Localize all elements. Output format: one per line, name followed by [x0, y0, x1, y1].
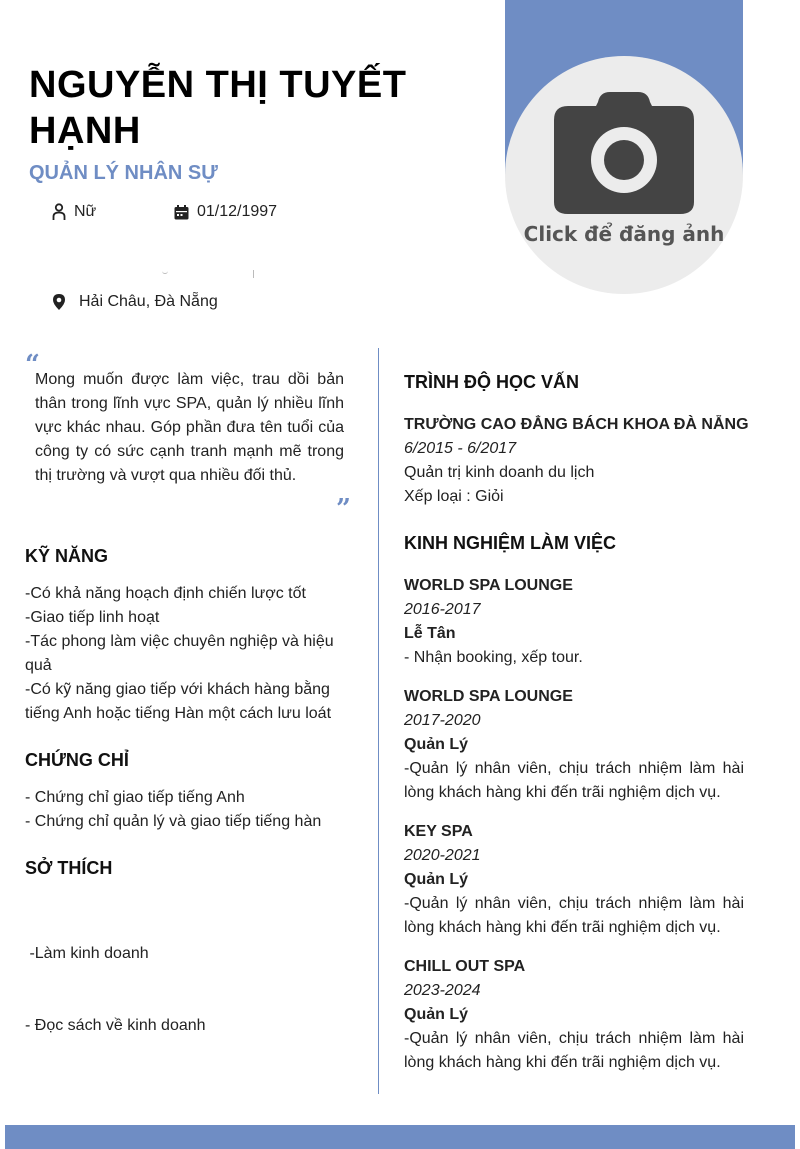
- skill-item: -Tác phong làm việc chuyên nghiệp và hiệu quả: [25, 633, 334, 674]
- company-name: WORLD SPA LOUNGE: [404, 688, 573, 705]
- certificate-item: - Chứng chỉ quản lý và giao tiếp tiếng hàn: [25, 813, 322, 830]
- education-title: TRÌNH ĐỘ HỌC VẤN: [404, 372, 579, 392]
- company-name: WORLD SPA LOUNGE: [404, 577, 573, 594]
- column-divider: [378, 348, 379, 1094]
- education-major: Quản trị kinh doanh du lịch: [404, 464, 595, 481]
- experience-entry: [404, 685, 744, 805]
- photo-upload-label: Click để đăng ảnh: [523, 222, 725, 246]
- job-role: Quản Lý: [404, 871, 469, 888]
- hobbies-title: SỞ THÍCH: [25, 858, 113, 878]
- skills-title: KỸ NĂNG: [25, 546, 109, 566]
- education-grade: Xếp loại : Giỏi: [404, 488, 504, 505]
- company-name: KEY SPA: [404, 823, 473, 840]
- job-role: Quản Lý: [404, 1006, 469, 1023]
- address-row: [52, 293, 218, 311]
- skills-list: [25, 582, 355, 726]
- skill-item: -Có kỹ năng giao tiếp với khách hàng bằng tiếng Anh hoặc tiếng Hàn một cách lưu loát: [25, 681, 332, 722]
- certificate-item: - Chứng chỉ giao tiếp tiếng Anh: [25, 789, 245, 806]
- hobby-item: -Làm kinh doanh: [25, 945, 149, 962]
- work-period: 2023-2024: [404, 982, 481, 999]
- job-description: - Nhận booking, xếp tour.: [404, 649, 583, 666]
- certificates-title: CHỨNG CHỈ: [25, 750, 129, 770]
- footer-accent-bar: [5, 1125, 795, 1149]
- company-name: CHILL OUT SPA: [404, 958, 526, 975]
- job-description: -Quản lý nhân viên, chịu trách nhiệm làm hài lòng khách hàng khi đến trãi nghiệm dịch vụ.: [404, 1030, 744, 1071]
- skill-item: -Có khả năng hoạch định chiến lược tốt: [25, 585, 306, 602]
- work-period: 2016-2017: [404, 601, 481, 618]
- location-pin-icon: [52, 293, 66, 311]
- dob-row: [174, 203, 277, 221]
- dob-value: 01/12/1997: [197, 203, 278, 220]
- experience-title: KINH NGHIỆM LÀM VIỆC: [404, 533, 617, 553]
- education-period: 6/2015 - 6/2017: [404, 440, 517, 457]
- gender-row: [52, 203, 96, 221]
- certificates-list: [25, 786, 355, 834]
- job-description: -Quản lý nhân viên, chịu trách nhiệm làm hài lòng khách hàng khi đến trãi nghiệm dịch vụ.: [404, 895, 744, 936]
- calendar-icon: [174, 205, 189, 220]
- address-value: Hải Châu, Đà Nẵng: [79, 293, 218, 310]
- photo-upload[interactable]: [505, 56, 743, 294]
- hobby-item: - Đọc sách về kinh doanh: [25, 1017, 206, 1034]
- person-icon: [52, 203, 66, 221]
- experience-entry: [404, 574, 744, 670]
- job-description: -Quản lý nhân viên, chịu trách nhiệm làm hài lòng khách hàng khi đến trãi nghiệm dịch vụ.: [404, 760, 744, 801]
- job-title: QUẢN LÝ NHÂN SỰ: [29, 162, 218, 184]
- quote-open-icon: “: [25, 350, 40, 380]
- job-role: Quản Lý: [404, 736, 469, 753]
- candidate-name: NGUYỄN THỊ TUYẾT HẠNH: [29, 64, 407, 152]
- skill-item: -Giao tiếp linh hoạt: [25, 609, 160, 626]
- work-period: 2020-2021: [404, 847, 481, 864]
- education-entry: [404, 413, 749, 509]
- job-role: Lễ Tân: [404, 625, 456, 642]
- experience-entry: [404, 955, 744, 1075]
- gender-value: Nữ: [74, 203, 97, 220]
- clipped-field-remnant: [160, 270, 254, 278]
- work-period: 2017-2020: [404, 712, 481, 729]
- hobbies-list: [25, 894, 355, 1062]
- camera-icon: [552, 90, 696, 216]
- experience-entry: [404, 820, 744, 940]
- quote-close-icon: ”: [336, 494, 351, 524]
- career-objective: Mong muốn được làm việc, trau dồi bản thân trong lĩnh vực SPA, quản lý nhiều lĩnh vực khác nhau. Góp phần đưa tên tuổi của công ty có sức cạnh tranh mạnh mẽ trong thị trường và vượt qua nhiều đối thủ.: [35, 371, 344, 484]
- school-name: TRƯỜNG CAO ĐẲNG BÁCH KHOA ĐÀ NẴNG: [404, 416, 749, 433]
